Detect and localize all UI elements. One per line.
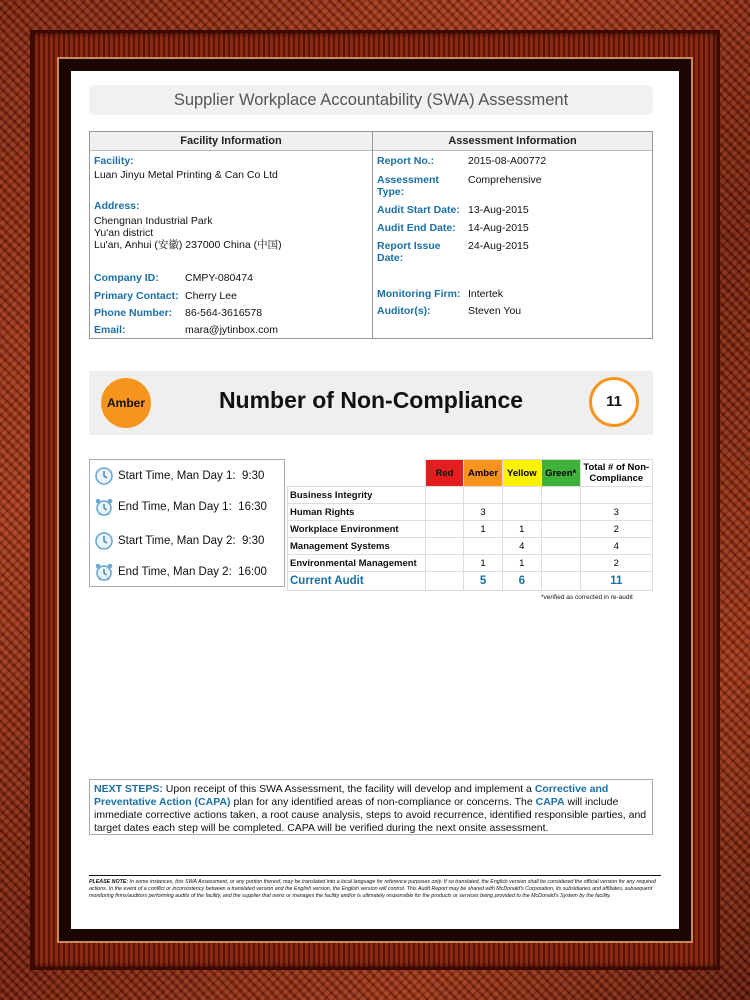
verified-footnote: *verified as corrected in re-audit — [541, 594, 633, 601]
header-total: Total # of Non-Compliance — [580, 460, 652, 487]
info-box — [89, 131, 653, 339]
table-row — [288, 521, 653, 538]
current-total: 11 — [580, 572, 652, 591]
next-steps-label: NEXT STEPS: — [94, 783, 163, 795]
header-green: Green* — [541, 460, 580, 487]
green-cell — [541, 487, 580, 504]
non-compliance-heading: Number of Non-Compliance — [218, 387, 524, 413]
yellow-cell — [502, 487, 541, 504]
yellow-cell: 1 — [502, 521, 541, 538]
yellow-cell: 4 — [502, 538, 541, 555]
green-cell — [541, 504, 580, 521]
current-green — [541, 572, 580, 591]
table-row — [288, 538, 653, 555]
total-cell: 4 — [580, 538, 652, 555]
clock-icon — [94, 466, 114, 486]
capa-term: Corrective and Preventative Action (CAPA) — [94, 783, 609, 808]
report-issue-date: 24-Aug-2015 — [468, 240, 529, 252]
amber-cell — [464, 487, 503, 504]
facility-name: Luan Jinyu Metal Printing & Can Co Ltd — [94, 169, 278, 181]
address-label: Address: — [94, 200, 140, 212]
next-steps-text-2: plan for any identified areas of non-compliance or concerns. The — [230, 796, 536, 808]
non-compliance-count: 11 — [589, 377, 639, 427]
email-label: Email: — [94, 324, 126, 336]
category-cell: Human Rights — [288, 504, 426, 521]
yellow-cell — [502, 504, 541, 521]
auditor-label: Auditor(s): — [377, 305, 431, 317]
red-cell — [425, 538, 463, 555]
report-issue-label: Report Issue Date: — [377, 240, 441, 264]
total-cell: 2 — [580, 521, 652, 538]
green-cell — [541, 521, 580, 538]
table-header-row — [288, 460, 653, 487]
red-cell — [425, 487, 463, 504]
amber-cell: 1 — [464, 521, 503, 538]
time-label: End Time, Man Day 1: 16:30 — [118, 501, 267, 513]
audit-end-date: 14-Aug-2015 — [468, 222, 529, 234]
green-cell — [541, 555, 580, 572]
yellow-cell: 1 — [502, 555, 541, 572]
amber-cell: 1 — [464, 555, 503, 572]
green-cell — [541, 538, 580, 555]
amber-cell — [464, 538, 503, 555]
address-line-3: Lu'an, Anhui (安徽) 237000 China (中国) — [94, 239, 282, 251]
facility-label: Facility: — [94, 155, 134, 167]
audit-end-label: Audit End Date: — [377, 222, 456, 234]
header-yellow: Yellow — [502, 460, 541, 487]
total-cell — [580, 487, 652, 504]
next-steps-text-3: will include immediate corrective actions taken, a root cause analysis, steps to avoid recurrence, identified responsible parties, and target dates each step will be completed. CAPA will be verified during the next onsite assessment. — [94, 796, 647, 834]
table-row — [288, 504, 653, 521]
next-steps-text-1: Upon receipt of this SWA Assessment, the facility will develop and implement a — [162, 783, 535, 795]
current-audit-row — [288, 572, 653, 591]
audit-start-label: Audit Start Date: — [377, 204, 460, 216]
red-cell — [425, 555, 463, 572]
current-red — [425, 572, 463, 591]
please-note-text: In some instances, this SWA Assessment, or any portion thereof, may be translated into a local language for reference purposes only. If so translated, the English version shall be considered the official version for any required actions. In the event of a conflict or inconsistency between a translated version and the English version, the English version will control. This Audit Report may be shared with McDonald's Corporation, its subsidiaries and affiliates, subsequent monitoring firms/auditors performing audits of the facility, and the supplier that owns or manages the facility and/or is ultimately responsible for the products or services being provided to the McDonald's System by the facility. — [89, 879, 656, 899]
amber-cell: 3 — [464, 504, 503, 521]
header-amber: Amber — [464, 460, 503, 487]
table-row — [288, 487, 653, 504]
alarm-clock-icon — [94, 497, 114, 517]
next-steps-box — [89, 779, 653, 835]
please-note-label: PLEASE NOTE: — [89, 879, 129, 885]
facility-info-column — [90, 132, 373, 338]
primary-contact: Cherry Lee — [185, 290, 237, 302]
current-amber: 5 — [464, 572, 503, 591]
report-page — [71, 71, 679, 929]
address-line-2: Yu'an district — [94, 227, 154, 239]
category-cell: Business Integrity — [288, 487, 426, 504]
page-title: Supplier Workplace Accountability (SWA) Assessment — [89, 85, 653, 115]
category-cell: Environmental Management — [288, 555, 426, 572]
report-no-label: Report No.: — [377, 155, 435, 167]
table-corner — [288, 460, 426, 487]
time-label: Start Time, Man Day 2: 9:30 — [118, 535, 265, 547]
report-no: 2015-08-A00772 — [468, 155, 547, 167]
company-id-label: Company ID: — [94, 272, 159, 284]
audit-times-box — [89, 459, 285, 587]
address — [94, 215, 282, 251]
clock-icon — [94, 531, 114, 551]
please-note — [89, 875, 661, 900]
time-label: Start Time, Man Day 1: 9:30 — [118, 470, 265, 482]
current-audit-label: Current Audit — [288, 572, 426, 591]
red-cell — [425, 521, 463, 538]
auditor: Steven You — [468, 305, 522, 317]
alarm-clock-icon — [94, 562, 114, 582]
total-cell: 2 — [580, 555, 652, 572]
current-yellow: 6 — [502, 572, 541, 591]
rating-badge: Amber — [101, 378, 151, 428]
monitoring-firm: Intertek — [468, 288, 504, 300]
address-line-1: Chengnan Industrial Park — [94, 215, 213, 227]
audit-start-date: 13-Aug-2015 — [468, 204, 529, 216]
non-compliance-table — [287, 459, 653, 589]
category-cell: Workplace Environment — [288, 521, 426, 538]
phone-number: 86-564-3616578 — [185, 307, 263, 319]
table-row — [288, 555, 653, 572]
red-cell — [425, 504, 463, 521]
capa-short: CAPA — [535, 796, 565, 808]
company-id: CMPY-080474 — [185, 272, 253, 284]
monitoring-firm-label: Monitoring Firm: — [377, 288, 461, 300]
header-red: Red — [425, 460, 463, 487]
facility-info-heading: Facility Information — [90, 132, 372, 151]
primary-contact-label: Primary Contact: — [94, 290, 179, 302]
assessment-info-heading: Assessment Information — [373, 132, 652, 151]
category-cell: Management Systems — [288, 538, 426, 555]
assessment-info-column — [373, 132, 652, 338]
phone-label: Phone Number: — [94, 307, 173, 319]
non-compliance-banner — [89, 371, 653, 435]
total-cell: 3 — [580, 504, 652, 521]
assessment-type: Comprehensive — [468, 174, 542, 186]
assessment-type-label: Assessment Type: — [377, 174, 439, 198]
time-label: End Time, Man Day 2: 16:00 — [118, 566, 267, 578]
email: mara@jytinbox.com — [185, 324, 278, 336]
